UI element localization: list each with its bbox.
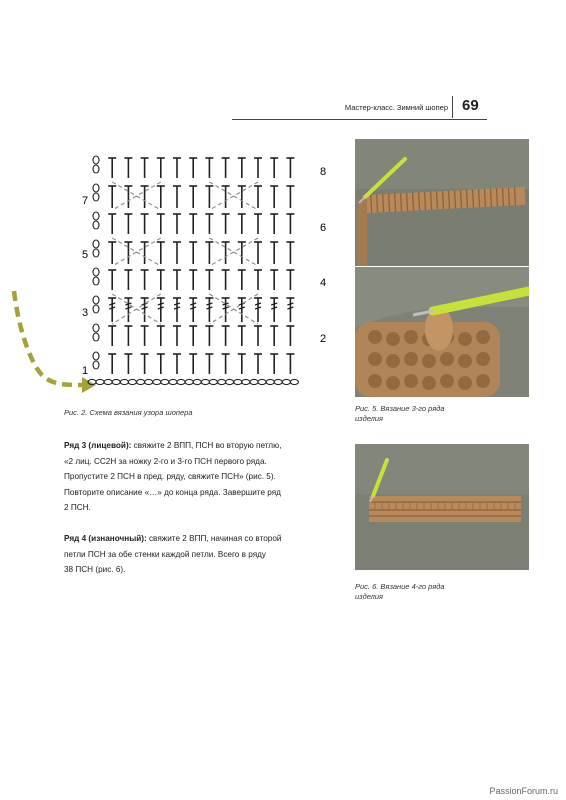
chain-stitch xyxy=(234,379,242,384)
chain-stitch xyxy=(282,379,290,384)
row-number-7: 7 xyxy=(82,195,89,207)
row-5-turning-chain-a xyxy=(93,240,99,248)
row-number-2: 2 xyxy=(320,333,327,345)
row-3-line-3: Пропустите 2 ПСН в пред. ряду, свяжите ПСН» (рис. 5). xyxy=(64,472,276,482)
figure-5-caption-line-1: Рис. 5. Вязание 3-го ряда xyxy=(355,404,445,413)
figure-5-caption xyxy=(355,404,445,424)
running-header-title: Мастер-класс. Зимний шопер xyxy=(344,103,448,112)
row-4-turning-chain-b xyxy=(93,277,99,285)
row-8-turning-chain-a xyxy=(93,156,99,164)
chain-stitch xyxy=(201,379,209,384)
row-2-turning-chain-b xyxy=(93,333,99,341)
row-3-turning-chain-b xyxy=(93,305,99,313)
photo-5-top xyxy=(355,139,529,266)
row-number-5: 5 xyxy=(82,249,89,261)
row-4-line-3: 38 ПСН (рис. 6). xyxy=(64,565,126,575)
chain-stitch xyxy=(290,379,298,384)
paragraph-row-4 xyxy=(64,531,344,578)
header-divider xyxy=(452,96,453,118)
figure-6-caption-line-1: Рис. 6. Вязание 4-го ряда xyxy=(355,582,445,591)
chain-stitch xyxy=(137,379,145,384)
figure-6-caption xyxy=(355,582,445,602)
row-6-turning-chain-a xyxy=(93,212,99,220)
chain-stitch xyxy=(226,379,234,384)
chain-stitch xyxy=(169,379,177,384)
page-number: 69 xyxy=(462,97,479,114)
row-number-8: 8 xyxy=(320,166,327,178)
chain-stitch xyxy=(153,379,161,384)
chain-stitch xyxy=(258,379,266,384)
chain-stitch xyxy=(266,379,274,384)
chain-stitch xyxy=(274,379,282,384)
chain-stitch xyxy=(112,379,120,384)
chain-stitch xyxy=(242,379,250,384)
row-6-turning-chain-b xyxy=(93,221,99,229)
row-4-label: Ряд 4 (изнаночный): xyxy=(64,534,147,543)
row-4-line-2: петли ПСН за обе стенки каждой петли. Всего в ряду xyxy=(64,549,267,559)
chain-stitch xyxy=(145,379,153,384)
chain-stitch xyxy=(104,379,112,384)
row-number-4: 4 xyxy=(320,277,327,289)
header-rule xyxy=(232,119,487,120)
row-7-turning-chain-b xyxy=(93,193,99,201)
row-1-turning-chain-b xyxy=(93,361,99,369)
row-7-turning-chain-a xyxy=(93,184,99,192)
chart-symbols xyxy=(88,156,298,385)
row-3-line-2: «2 лиц. СС2Н за ножку 2-го и 3-го ПСН первого ряда. xyxy=(64,456,267,466)
chain-stitch xyxy=(88,379,96,384)
crochet-chart xyxy=(70,150,340,395)
photo-6 xyxy=(355,444,529,570)
row-4-line-1: свяжите 2 ВПП, начиная со второй xyxy=(146,534,282,543)
chain-stitch xyxy=(250,379,258,384)
chain-stitch xyxy=(193,379,201,384)
row-4-turning-chain-a xyxy=(93,268,99,276)
row-number-3: 3 xyxy=(82,307,89,319)
row-3-turning-chain-a xyxy=(93,296,99,304)
row-2-turning-chain-a xyxy=(93,324,99,332)
row-3-line-4: Повторите описание «…» до конца ряда. Завершите ряд xyxy=(64,487,281,497)
paragraph-row-3 xyxy=(64,438,344,516)
row-8-turning-chain-b xyxy=(93,165,99,173)
chain-stitch xyxy=(96,379,104,384)
chain-stitch xyxy=(161,379,169,384)
figure-2-caption: Рис. 2. Схема вязания узора шопера xyxy=(64,408,193,417)
figure-5-caption-line-2: изделия xyxy=(355,414,384,423)
row-number-6: 6 xyxy=(320,222,327,234)
row-5-turning-chain-b xyxy=(93,249,99,257)
row-3-line-1: свяжите 2 ВПП, ПСН во вторую петлю, xyxy=(131,441,282,450)
photo-5-bottom xyxy=(355,267,529,397)
site-watermark: PassionForum.ru xyxy=(489,786,558,796)
chain-stitch xyxy=(128,379,136,384)
row-1-turning-chain-a xyxy=(93,352,99,360)
row-3-line-5: 2 ПСН. xyxy=(64,503,91,513)
chain-stitch xyxy=(177,379,185,384)
row-number-1: 1 xyxy=(82,365,89,377)
figure-6-caption-line-2: изделия xyxy=(355,592,384,601)
chain-stitch xyxy=(218,379,226,384)
chain-stitch xyxy=(209,379,217,384)
row-3-label: Ряд 3 (лицевой): xyxy=(64,441,132,450)
chain-stitch xyxy=(120,379,128,384)
chain-stitch xyxy=(185,379,193,384)
